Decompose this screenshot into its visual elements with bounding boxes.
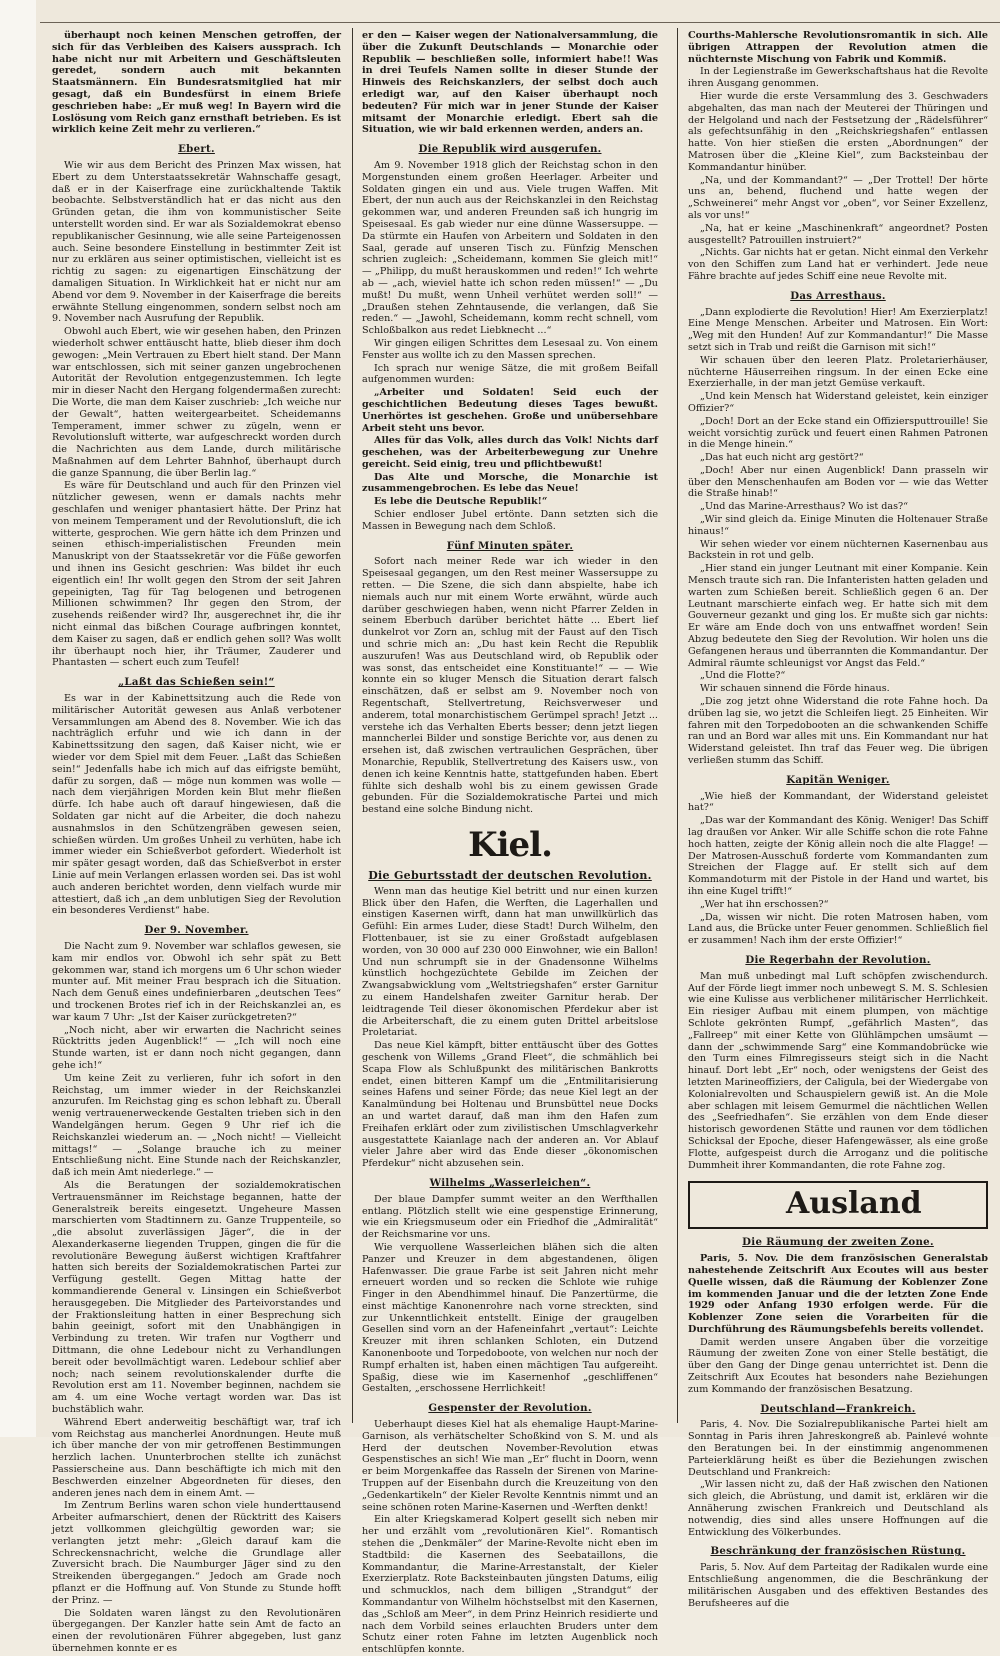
paragraph: „Das war der Kommandant des König. Weniger! Das Schiff lag draußen vor Anker. Wir alle Schiffe schon die rote Fahne hoch hatten, zeigte der König allein noch die alte Flagge! — Der Matrosen-Ausschuß forderte vom Kommandanten zum Streichen der Flagge auf. Er stellt sich auf dem Kommandoturm mit der Pistole in der Hand und wartet, bis ihn eine Kugel trifft!“: [688, 815, 988, 897]
paragraph: Wir schauen über den leeren Platz. Proletarierhäuser, nüchterne Häuserreihen ringsum. In der einen Ecke eine Exerzierhalle, in der man jetzt Gemüse verkauft.: [688, 354, 988, 390]
article-headline: Kiel.: [468, 825, 552, 865]
paragraph: Paris, 4. Nov. Die Sozialrepublikanische Partei hielt am Sonntag in Paris ihren Jahreskongreß ab. Painlevé wohnte den Beratungen bei. In der einstimmig angenommenen Parteierklärung heißt es über die Beziehungen zwischen Deutschland und Frankreich:: [688, 1419, 988, 1478]
section-heading: Wilhelms „Wasserleichen“.: [429, 1176, 591, 1189]
section-banner-title: Ausland: [786, 1186, 922, 1222]
column-2: [362, 30, 658, 1656]
paragraph: Wie verquollene Wasserleichen blähen sich die alten Panzer und Kreuzer in dem abgestandenen, öligen Hafenwasser. Die graue Farbe ist seit Jahren nicht mehr erneuert worden und so recken die Schlote wie ruhige Finger in den Abendhimmel hinauf. Die Panzertürme, die einst mächtige Kanonenrohre nach vorne streckten, sind zur Unkenntlichkeit entstellt. Einige der graugelben Gesellen sind vorn an der Hafeneinfahrt „vertaut“: Leichte Kreuzer mit ihren schlanken Schloten, ein Dutzend Kanonenboote und Torpedoboote, von welchen nur noch der Rumpf erhalten ist, haben einen mächtigen Tau aufgereiht. Spaßig, diese wie im Kasernenhof „geschliffenen“ Gestalten, „erschossene Herrlichkeit!: [362, 1241, 658, 1395]
paragraph: Ich sprach nur wenige Sätze, die mit großem Beifall aufgenommen wurden:: [362, 362, 658, 386]
paragraph: Wenn man das heutige Kiel betritt und nur einen kurzen Blick über den Hafen, die Werften, die Lagerhallen und einstigen Kasernen wirft, dann hat man unwillkürlich das Gefühl: Ein armes Luder, diese Stadt! Durch Wilhelm, den Flottenbauer, ist sie zu einer Großstadt aufgeblasen worden, von 30 000 auf 230 000 Einwohner, wie ein Ballon! Und nun schrumpft sie in der Gnadensonne Wilhelms künstlich hochgezüchtete Gebilde im Zeichen der Zwangsabwicklung vom „Weltstriegshafen“ erster Garnitur zu einem Handelshafen zweiter Garnitur herab. Der leidtragende Teil dieser ökonomischen Pferdekur aber ist die Arbeiterschaft, die zu einem guten Drittel arbeitslose Proletariat.: [362, 885, 658, 1039]
paragraph: „Wir sind gleich da. Einige Minuten die Holtenauer Straße hinaus!“: [688, 514, 988, 537]
paragraph: Es lebe die Deutsche Republik!“: [374, 496, 548, 508]
paragraph: Sofort nach meiner Rede war ich wieder in den Speisesaal gegangen, um den Rest meiner Wassersuppe zu retten. — Die Szene, die sich dann abspielte, habe ich niemals auch nur mit einem Worte erwähnt, würde auch darüber geschwiegen haben, wenn nicht Pfarrer Zelden in seinem Eberbuch darüber berichtet hätte ... Ebert lief dunkelrot vor Zorn an, schlug mit der Faust auf den Tisch und schrie mich an: „Du hast kein Recht die Republik auszurufen! Was aus Deutschland wird, ob Republik oder was sonst, das entscheidet eine Konstituante!“ — — Wie konnte ein so kluger Mensch die Situation derart falsch einschätzen, daß er selbst am 9. November noch von Regentschaft, Stellvertretung, Reichsverweser und anderem, total monarchistischem Gerümpel sprach! Jetzt ... verstehe ich das Verhalten Eberts besser; denn jetzt liegen manncherlei Bilder und sonstige Berichte vor, aus denen zu ersehen ist, daß zwischen vertraulichen Gesprächen, über Monarchie, Republik, Stellvertretung des Kaisers usw., von denen ich keine Kenntnis hatte, stattgefunden haben. Ebert fühlte sich deshalb wohl bis zu einem gewissen Grade gebunden. Für die Sozialdemokratische Partei und mich bestand eine solche Bindung nicht.: [362, 556, 658, 816]
paragraph: Das neue Kiel kämpft, bitter enttäuscht über des Gottes geschenk von Willems „Grand Fleet“, die schmählich bei Scapa Flow als Schlußpunkt des militärischen Bankrotts endet, einen bitteren Kampf um die „Entmilitarisierung seines Hafens und seiner Förde; das neue Kiel legt an der Kanalmündung bei Holtenau und Brunsbüttel neue Docks an und wartet darauf, daß man ihm den Hafen zum Freihafen erklärt oder zum zivilistischen Umschlagverkehr ausgestattete Kaianlage nach der anderen an. Vor Ablauf vieler Jahre aber wird das Ende dieser „ökonomischen Pferdekur“ nicht abzusehen sein.: [362, 1040, 658, 1170]
paragraph: Hier wurde die erste Versammlung des 3. Geschwaders abgehalten, das man nach der Meuterei der Thüringen und der Helgoland und nach der Festsetzung der „Rädelsführer“ als gefechtsunfähig in den „Reichskriegshafen“ entlassen hatte. Von hier stießen die ersten „Abordnungen“ der Matrosen über die „Kleine Kiel“, zum Backsteinbau der Kommandantur hinüber.: [688, 90, 988, 173]
section-heading: Ebert.: [178, 143, 215, 156]
column-1: [52, 30, 341, 1654]
scan-margin: [0, 0, 36, 1437]
section-heading: Die Regerbahn der Revolution.: [745, 953, 931, 966]
section-heading: „Laßt das Schießen sein!“: [118, 676, 275, 689]
paragraph: Die Nacht zum 9. November war schlaflos gewesen, sie kam mir endlos vor. Obwohl ich sehr spät zu Bett gekommen war, stand ich morgens um 6 Uhr schon wieder munter auf. Mit meiner Frau besprach ich die Situation. Nach dem Genuß eines undefinierbaren „deutschen Tees“ und trockenen Brotes rief ich in der Reichskanzlei an, es war kaum 7 Uhr: „Ist der Kaiser zurückgetreten?“: [52, 940, 341, 1023]
paragraph: Es war in der Kabinettsitzung auch die Rede von militärischer Autorität gewesen aus Anlaß verbotener Versammlungen am Abend des 8. November. Wie ich das nachträglich erfuhr und wie ich dann in der Kabinettssitzung den sagen, daß Kaiser nicht, wie er wieder vor dem Spiel mit dem Feuer. „Laßt das Schießen sein!“ Jedenfalls habe ich mich auf das eifrigste bemüht, dafür zu sorgen, daß — möge nun kommen was wolle — nach dem vierjährigen Morden kein Blut mehr fließen dürfe. Ich habe auch oft darauf hingewiesen, daß die Soldaten gar nicht auf die Arbeiter, die doch nahezu ausnahmslos in den Schützengräben gewesen seien, schießen würden. Um großes Unheil zu verhüten, habe ich immer wieder ein Schießverbot gefordert. Wiederholt ist mir später gesagt worden, daß das Schießverbot in erster Linie auf mein Verlangen erlassen worden sei. Das ist wohl auch anderen berichtet worden, denn vielfach wurde mir attestiert, daß ich „an dem unblutigen Sieg der Revolution ein besonderes Verdienst“ habe.: [52, 693, 341, 917]
paragraph: Wir schauen sinnend die Förde hinaus.: [700, 683, 890, 695]
paragraph: Während Ebert anderweitig beschäftigt war, traf ich vom Reichstag aus mancherlei Anordnungen. Heute muß ich über manche der von mir getroffenen Bestimmungen herzlich lachen. Ununterbrochen stellte ich zunächst Passierscheine aus. Dann beschäftigte ich mich mit den Beschwerden einzelner Abgeordneten für dieses, den anderen jenes nach dem in einem Amt. —: [52, 1416, 341, 1499]
paragraph: Das Alte und Morsche, die Monarchie ist zusammengebrochen. Es lebe das Neue!: [362, 471, 658, 495]
paragraph: „Doch! Aber nur einen Augenblick! Dann prasseln wir über den Menschenhaufen am Boden vor — wie das Wetter die Straße hinab!“: [688, 464, 988, 500]
paragraph: „Da, wissen wir nicht. Die roten Matrosen haben, vom Land aus, die Brücke unter Feuer genommen. Schließlich fiel er zusammen! Nach ihm der erste Offizier!“: [688, 911, 988, 947]
paragraph: „Arbeiter und Soldaten! Seid euch der geschichtlichen Bedeutung dieses Tages bewußt. Unerhörtes ist geschehen. Große und unübersehbare Arbeit steht uns bevor.: [362, 387, 658, 434]
paragraph: „Noch nicht, aber wir erwarten die Nachricht seines Rücktritts jeden Augenblick!“ — „Ich will noch eine Stunde warten, ist er dann noch nicht gegangen, dann gehe ich!“: [52, 1024, 341, 1071]
paragraph: Man muß unbedingt mal Luft schöpfen zwischendurch. Auf der Förde liegt immer noch unbewegt S. M. S. Schlesien wie eine Kulisse aus verblichener militärischer Herrlichkeit. Ein riesiger Aufbau mit einem plumpen, von mächtige Schlote gekrönten Rumpf, „gefährlich Masten“, das „Fallreep“ mit einer Kette von Glühlämpchen umsäumt — dann der „schwimmende Sarg“ eine Kommandobrücke wie den Turm eines Filmregisseurs steigt sich in die Nacht hinauf. Dort lebt „Er“ noch, oder wenigstens der Geist des letzten Marineoffiziers, der Caligula, bei der Wiedergabe von Kolonialrevolten und Schauspielern gewiß ist. An die Mole aber schlagen mit leisem Gemurmel die nächtlichen Wellen des „Seefriedhafen“. Sie erzählen von dem Ende dieser historisch gewordenen Stätte und raunen vor dem tödlichen Schicksal der Epoche, dieser Hafengewässer, als eine große Flotte, aufgespeist durch die Arroganz und die politische Dummheit ihrer Kommandanten, die rote Fahne zog.: [688, 970, 988, 1171]
paragraph: Ueberhaupt dieses Kiel hat als ehemalige Haupt-Marine-Garnison, als verhätschelter Schoßkind von S. M. und als Herd der deutschen November-Revolution etwas Gespenstisches an sich! Wie man „Er“ flucht in Doorn, wenn er beim Morgenkaffee das Rasseln der Sirenen von Marine-Truppen auf der Eisenbahn durch die Kreuzeitung von den „Gedenkartikeln“ der Kieler Revolte Kenntnis nimmt und an seine schönen roten Marine-Kasernen und -Werften denkt!: [362, 1419, 658, 1513]
paragraph: Paris, 5. Nov. Auf dem Parteitag der Radikalen wurde eine Entschließung angenommen, die die Beschränkung der militärischen Ausgaben und des effektiven Bestandes des Berufsheeres auf die: [688, 1562, 988, 1609]
paragraph: Schier endloser Jubel ertönte. Dann setzten sich die Massen in Bewegung nach dem Schloß.: [362, 509, 658, 532]
paragraph: Der blaue Dampfer summt weiter an den Werfthallen entlang. Plötzlich stellt wie eine gespenstige Erinnerung, wie ein Kriegsmuseum oder ein Friedhof die „Admiralität“ der Reichsmarine vor uns.: [362, 1193, 658, 1241]
paragraph: Als die Beratungen der sozialdemokratischen Vertrauensmänner im Reichstage begannen, hatte der Generalstreik bereits eingesetzt. Ungeheure Massen marschierten vom Stadtinnern zu. Ganze Truppenteile, so „die absolut zuverlässigen Jäger“, die in der Alexanderkaserne liegenden Truppen, gingen die für die revolutionäre Bewegung äußerst wichtigen Kraftfahrer hatten sich bereits der Sozialdemokratischen Partei zur Verfügung gestellt. Gegen Mittag hatte der kommandierende General v. Linsingen ein Schießverbot herausgegeben. Die Mitglieder des Parteivorstandes und der Fraktionsleitung hatten in einer Besprechung sich bahin geeinigt, sofort mit den Unabhängigen in Verbindung zu treten. Wir trafen nur Vogtherr und Dittmann, die ohne Ledebour nicht zu Verhandlungen bereit oder bevollmächtigt waren. Ledebour schlief aber noch; nach seinem revolutionskalender durfte die Revolution erst am 11. November beginnen, nachdem sie am 4. um eine Woche vertagt worden war. Das ist buchstäblich wahr.: [52, 1179, 341, 1416]
column-rule-1: [352, 28, 353, 1423]
top-rule: [40, 22, 1000, 23]
paragraph: er den — Kaiser wegen der Nationalversammlung, die über die Zukunft Deutschlands — Monarchie oder Republik — beschließen solle, informiert habe!! Was in drei Teufels Namen sollte in dieser Stunde der Hinweis des Reichskanzlers, der selbst doch auch erledigt war, auf den Kaiser überhaupt noch bedeuten? Für mich war in jener Stunde der Kaiser mitsamt der Monarchie erledigt. Ebert sah die Situation, wie wir bald erkennen werden, anders an.: [362, 30, 658, 136]
paragraph: In der Legienstraße im Gewerkschaftshaus hat die Revolte ihren Ausgang genommen.: [688, 66, 988, 90]
paragraph: Um keine Zeit zu verlieren, fuhr ich sofort in den Reichstag, um immer wieder in der Reichskanzlei anzurufen. Im Reichstag ging es schon lebhaft zu. Überall wenig vertrauenerweckende Gestalten trieben sich in den Wandelgängen herum. Gegen 9 Uhr rief ich die Reichskanzlei wiederum an. — „Noch nicht! — Vielleicht mittags!“ — „Solange brauche ich zu meiner Entschließung nicht. Eine Stunde nach der Reichskanzler, daß ich mein Amt niederlege.“ —: [52, 1072, 341, 1179]
article-subheading: Die Geburtsstadt der deutschen Revolution.: [368, 869, 652, 882]
section-heading: Deutschland—Frankreich.: [760, 1402, 916, 1415]
paragraph: „Wie hieß der Kommandant, der Widerstand geleistet hat?“: [688, 790, 988, 814]
paragraph: „Hier stand ein junger Leutnant mit einer Kompanie. Kein Mensch traute sich ran. Die Infanteristen hatten geladen und warten zum Schießen bereit. Schließlich gegen 6 an. Der Leutnant marschierte einfach weg. Er hatte sich mit dem Gouverneur gezankt und ging los. Er mußte sich gar nichts: Er wäre am Ende doch von uns entwaffnet worden! Sein Abzug bedeutete den Sieg der Revolution. Wir holen uns die Gefangenen heraus und überrannten die Kommandantur. Der Admiral räumte schleunigst vor Angst das Feld.“: [688, 563, 988, 669]
paragraph: Wie wir aus dem Bericht des Prinzen Max wissen, hat Ebert zu dem Unterstaatssekretär Wahnschaffe gesagt, daß er in der Kaiserfrage eine zurückhaltende Taktik beobachte. Selbstverständlich hat er das nicht aus den Gründen getan, die ihm von kommunistischer Seite unterstellt worden sind. Er war als Sozialdemokrat ebenso republikanischer Gesinnung, wie alle seine Parteigenossen auch. Seine besondere Einstellung in bestimmter Zeit ist nur zu erklären aus seiner optimistischen, vielleicht ist es richtig zu sagen: zu eigenartigen Einschätzung der damaligen Situation. In Wirklichkeit hat er nicht nur am Abend vor dem 9. November in der Kaiserfrage die bereits erwähnte Stellung eingenommen, sondern selbst noch am 9. November nach Ausrufung der Republik.: [52, 159, 341, 325]
paragraph: „Nichts. Gar nichts hat er getan. Nicht einmal den Verkehr von den Schiffen zum Land hat er verhindert. Jede neue Fähre brachte auf jedes Schiff eine neue Revolte mit.: [688, 247, 988, 282]
paragraph: „Die zog jetzt ohne Widerstand die rote Fahne hoch. Da drüben lag sie, wo jetzt die Schleifen liegt. 25 Einheiten. Wir fahren mit den Torpedobooten an die schwankenden Schiffe ran und an Bord war alles mit uns. Ein Kommandant nur hat Widerstand geleistet. Ihn traf das Feuer weg. Die übrigen verließen stumm das Schiff.: [688, 696, 988, 767]
paragraph: Courths-Mahlersche Revolutionsromantik in sich. Alle übrigen Attrappen der Revolution atmen die nüchternste Mischung von Fabrik und Kommiß.: [688, 30, 988, 65]
paragraph: „Na, hat er keine „Maschinenkraft“ angeordnet? Posten ausgestellt? Patrouillen instruiert?“: [688, 222, 988, 246]
column-3: [688, 30, 988, 1609]
paragraph: Im Zentrum Berlins waren schon viele hunderttausend Arbeiter aufmarschiert, denen der Rücktritt des Kaisers jetzt vollkommen gleichgültig geworden war; sie verlangten jetzt mehr: „Gleich darauf kam die Schreckensnachricht, welche die Grundlage aller Zuversicht brach. Die Naumburger Jäger sind zu den Streikenden übergegangen.“ Jedoch am Grade noch pflanzt er die Hoffnung auf. Von Stunde zu Stunde hofft der Prinz. —: [52, 1500, 341, 1606]
section-banner: [688, 1181, 988, 1229]
paragraph: Am 9. November 1918 glich der Reichstag schon in den Morgenstunden einem großen Heerlager. Arbeiter und Soldaten gingen ein und aus. Viele trugen Waffen. Mit Ebert, der nun auch aus der Reichskanzlei in den Reichstag gekommen war, und anderen Freunden saß ich hungrig im Speisesaal. Es gab wieder nur eine dünne Wassersuppe. — Da stürmte ein Haufen von Arbeitern und Soldaten in den Saal, gerade auf unseren Tisch zu. Fünfzig Menschen schrien zugleich: „Scheidemann, kommen Sie gleich mit!“ — „Philipp, du mußt herauskommen und reden!“ Ich wehrte ab — „ach, wieviel hatte ich schon reden müssen!“ — „Du mußt! Du mußt, wenn Unheil verhütet werden soll!“ — „Draußen stehen Zehntausende, die verlangen, daß Sie reden.“ — „Jawohl, Scheidemann, komm recht schnell, vom Schloßbalkon aus redet Liebknecht ...“: [362, 159, 658, 337]
paragraph: „Wir lassen nicht zu, daß der Haß zwischen den Nationen sich gleich, die Abrüstung, und damit ist, erklären wir die Annäherung zwischen Frankreich und Deutschland als notwendig, dies sind alles unsere Hoffnungen auf die Entwicklung des Völkerbundes.: [688, 1479, 988, 1538]
paragraph: „Und die Flotte?“: [700, 670, 786, 682]
paragraph: „Wer hat ihn erschossen?“: [700, 898, 829, 910]
section-heading: Die Räumung der zweiten Zone.: [742, 1236, 934, 1249]
paragraph: Obwohl auch Ebert, wie wir gesehen haben, den Prinzen wiederholt schwer enttäuscht hatte, blieb dieser ihm doch gewogen: „Mein Vertrauen zu Ebert hielt stand. Der Mann war entschlossen, sich mit seiner ganzen ungebrochenen Autorität der Revolution entgegenzustemmen. Ich legte mir in dieser Nacht den Hergang folgendermaßen zurecht: Die Worte, die man dem Kaiser zuschrieb: „Ich weiche nur der Gewalt“, hatten weitergearbeitet. Scheidemanns Temperament, immer schwer zu zügeln, wenn er Revolutionsluft witterte, war aufgeschreckt worden durch die Nachrichten aus dem Lande, durch militärische Maßnahmen auf dem Lehrter Bahnhof, überhaupt durch die ganze Spannung, die über Berlin lag.“: [52, 326, 341, 479]
paragraph: „Und kein Mensch hat Widerstand geleistet, kein einziger Offizier?“: [688, 391, 988, 414]
column-rule-2: [677, 28, 678, 1423]
section-heading: Gespenster der Revolution.: [428, 1402, 592, 1415]
paragraph: überhaupt noch keinen Menschen getroffen, der sich für das Verbleiben des Kaisers aussprach. Ich habe nicht nur mit Arbeitern und Geschäftsleuten geredet, sondern auch mit bekannten Staatsmännern. Ein Bundesratsmitglied hat mir gesagt, daß ein Bundesfürst in einem Briefe geschrieben habe: „Er muß weg! In Bayern wird die Loslösung vom Reich ganz ernsthaft betrieben. Es ist wirklich keine Zeit mehr zu verlieren.“: [52, 30, 341, 136]
paragraph: Paris, 5. Nov. Die dem französischen Generalstab nahestehende Zeitschrift Aux Ecoutes will aus bester Quelle wissen, daß die Räumung der Koblenzer Zone im kommenden Januar und die der letzten Zone Ende 1929 oder Anfang 1930 erfolgen werde. Für die Koblenzer Zone seien die Vorarbeiten für die Durchführung des Räumungsbefehls bereits vollendet.: [688, 1253, 988, 1335]
paragraph: „Na, und der Kommandant?“ — „Der Trottel! Der hörte uns an, behend, fluchend und hatte wegen der „Schweinerei“ mehr Angst vor „oben“, vor Seiner Exzellenz, als vor uns!“: [688, 174, 988, 221]
paragraph: Damit werden unsere Angaben über die vorzeitige Räumung der zweiten Zone von einer Stelle bestätigt, die über den Gang der Dinge genau unterrichtet ist. Denn die Zeitschrift Aux Ecoutes hat besonders nahe Beziehungen zum Kommando der französischen Besatzung.: [688, 1336, 988, 1395]
paragraph: Es wäre für Deutschland und auch für den Prinzen viel nützlicher gewesen, wenn er damals nachts mehr geschlafen und weniger phantasiert hätte. Der Prinz hat von meinem Temperament und der Revolutionsluft, die ich witterte, gesprochen. Wie gern hätte ich dem Prinzen und seinen ethisch-imperialistischen Freunden mein Manuskript von der Staatssekretär vor die Füße geworfen und ihnen ins Gesicht geschrien: Was bildet ihr euch eigentlich ein! Ihr wollt gegen den Strom der seit Jahren gepeinigten, Tag für Tag belogenen und betrogenen Millionen schwimmen? Ihr gegen den Strom, der zusehends reißender wird? Ihr, ausgerechnet ihr, die ihr nicht einmal das bißchen Courage aufbringen konntet, dem Kaiser zu sagen, daß er endlich gehen soll? Was wollt ihr überhaupt noch hier, ihr Träumer, Zauderer und Phantasten — schert euch zum Teufel!: [52, 480, 341, 669]
section-heading: Fünf Minuten später.: [446, 539, 574, 552]
paragraph: „Das hat euch nicht arg gestört?“: [700, 452, 864, 464]
paragraph: Wir gingen eiligen Schrittes dem Lesesaal zu. Von einem Fenster aus wollte ich zu den Massen sprechen.: [362, 337, 658, 361]
paragraph: Die Soldaten waren längst zu den Revolutionären übergegangen. Der Kanzler hatte sein Amt de facto an einen der revolutionären Führer abgegeben, lust ganz übernehmen konnte er es: [52, 1607, 341, 1654]
paragraph: Wir sehen wieder vor einem nüchternen Kasernenbau aus Backstein in rot und gelb.: [688, 538, 988, 562]
paragraph: „Dann explodierte die Revolution! Hier! Am Exerzierplatz! Eine Menge Menschen. Arbeiter und Matrosen. Ein Wort: „Weg mit den Hunden! Auf zur Kommandantur!“ Die Masse setzt sich in Trab und reißt die Garnison mit sich!“: [688, 306, 988, 353]
paragraph: „Doch! Dort an der Ecke stand ein Offiziersputtrouille! Sie weicht vorsichtig zurück und feuert einen Rahmen Patronen in die Menge hinein.“: [688, 415, 988, 451]
section-heading: Der 9. November.: [144, 924, 249, 937]
paragraph: Alles für das Volk, alles durch das Volk! Nichts darf geschehen, was der Arbeiterbewegung zur Unehre gereicht. Seid einig, treu und pflichtbewußt!: [362, 435, 658, 470]
section-heading: Beschränkung der französischen Rüstung.: [710, 1545, 966, 1558]
paragraph: „Und das Marine-Arresthaus? Wo ist das?“: [700, 501, 909, 513]
section-heading: Das Arresthaus.: [790, 289, 886, 302]
section-heading: Die Republik wird ausgerufen.: [418, 143, 602, 156]
section-heading: Kapitän Weniger.: [786, 773, 890, 786]
paragraph: Ein alter Kriegskamerad Kolpert gesellt sich neben mir her und erzählt vom „revolutionären Kiel“. Romantisch stehen die „Denkmäler“ der Marine-Revolte nicht eben im Stadtbild: die Kasernen des Seebataillons, die Kommandantur, die Marine-Arrestanstalt, der Kieler Exerzierplatz. Rote Backsteinbauten jüngsten Datums, eilig und schmucklos, nach dem billigen „Strandgut“ der Kommandantur von Wilhelm höchstselbst mit den Kasernen, das „Schloß am Meer“, in dem Prinz Heinrich residierte und nach dem Vorbild seines erlauchten Bruders unter dem Schutz einer roten Fahne im letzten Augenblick noch entschlüpfen konnte.: [362, 1514, 658, 1656]
